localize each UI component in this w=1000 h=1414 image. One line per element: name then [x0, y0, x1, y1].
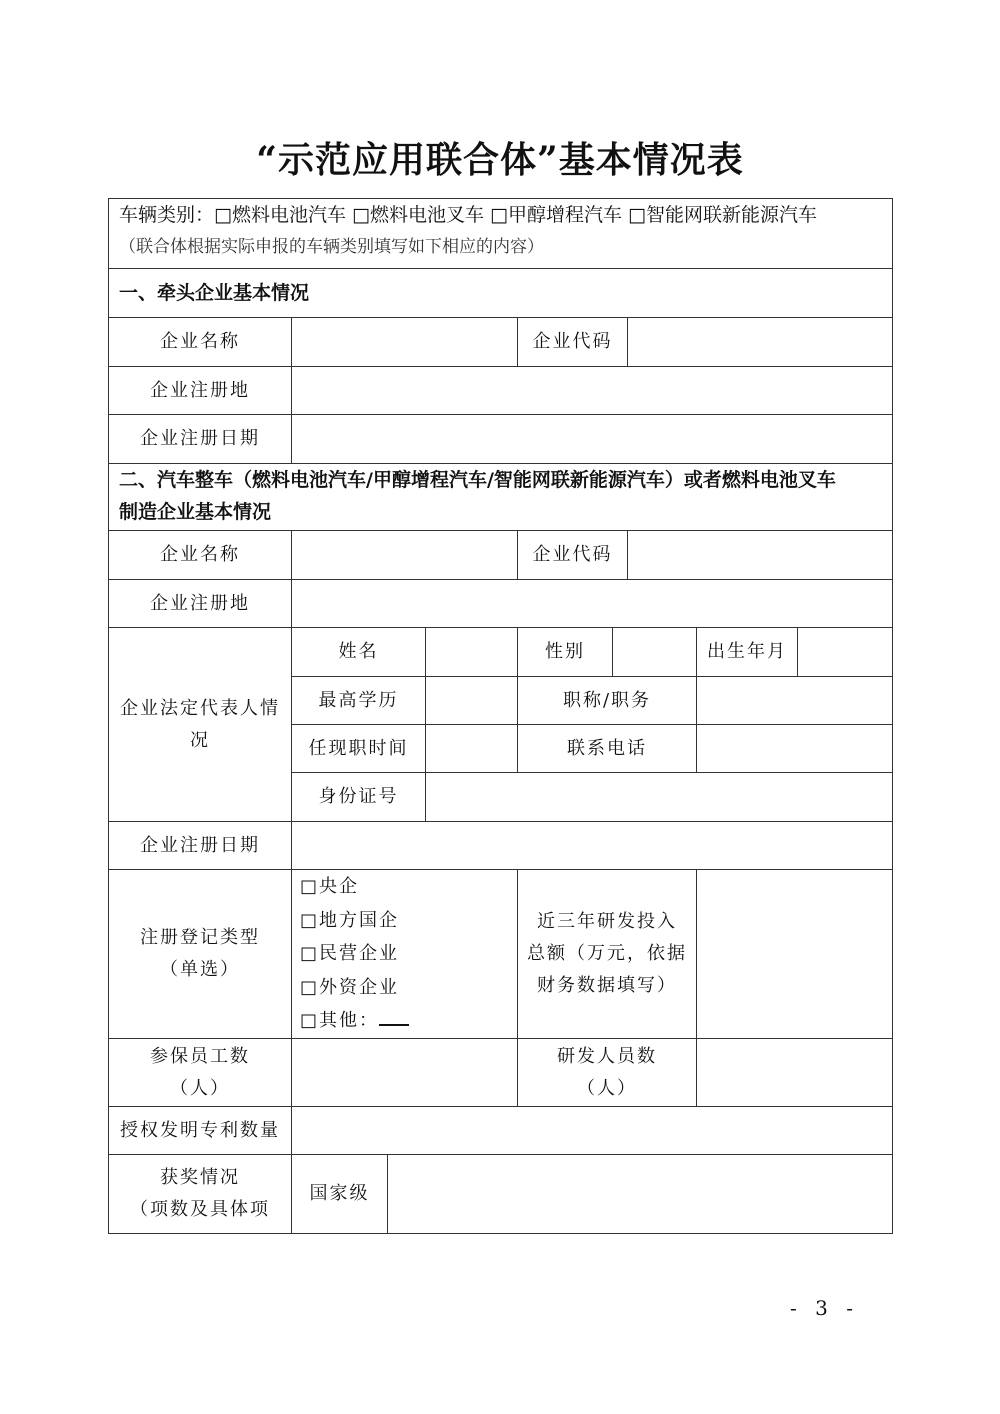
option-methanol-car[interactable]: □甲醇增程汽车: [490, 204, 622, 226]
awards-line1: 获奖情况: [160, 1167, 240, 1188]
rd-invest-line1: 近三年研发投入: [537, 911, 677, 932]
rep-tenure-field[interactable]: [425, 724, 518, 773]
rep-education-field[interactable]: [425, 676, 518, 725]
reg-type-label: [108, 869, 292, 1039]
s1-regplace-label: 企业注册地: [108, 366, 292, 415]
legal-rep-label-line2: 况: [190, 729, 210, 751]
employees-label: [108, 1038, 292, 1107]
option-fuel-cell-forklift[interactable]: □燃料电池叉车: [352, 204, 484, 226]
vehicle-category-label: 车辆类别：: [119, 204, 215, 226]
option-other[interactable]: [300, 1004, 409, 1038]
option-smart-nev[interactable]: □智能网联新能源汽车: [628, 204, 817, 226]
s1-code-field[interactable]: [627, 317, 893, 367]
awards-line2: （项数及具体项: [130, 1199, 270, 1220]
reg-type-label-line1: 注册登记类型: [140, 927, 260, 948]
employees-line1: 参保员工数: [150, 1045, 250, 1067]
rd-staff-line2: （人）: [577, 1077, 637, 1099]
section2-heading: [108, 463, 893, 531]
section2-heading-line1: 二、汽车整车（燃料电池汽车/甲醇增程汽车/智能网联新能源汽车）或者燃料电池叉车: [119, 469, 836, 491]
rep-birth-field[interactable]: [797, 627, 893, 677]
rd-invest-line2: 总额（万元，依据: [527, 943, 687, 964]
option-private[interactable]: □民营企业: [300, 943, 400, 965]
awards-label: [108, 1154, 292, 1234]
awards-national-label: 国家级: [291, 1154, 388, 1234]
rd-staff-line1: 研发人员数: [557, 1045, 657, 1067]
s2-regdate-label: 企业注册日期: [108, 821, 292, 870]
page-number: - 3 -: [790, 1296, 859, 1320]
rep-birth-label: 出生年月: [696, 627, 798, 677]
option-fuel-cell-car[interactable]: □燃料电池汽车: [214, 204, 346, 226]
s2-code-field[interactable]: [627, 530, 893, 580]
rep-title-label: 职称/职务: [517, 676, 697, 725]
rd-invest-line3: 财务数据填写）: [537, 975, 677, 996]
employees-field[interactable]: [291, 1038, 518, 1107]
vehicle-category-note: （联合体根据实际申报的车辆类别填写如下相应的内容）: [119, 237, 544, 257]
vehicle-category-row: [108, 198, 893, 269]
s1-regplace-field[interactable]: [291, 366, 893, 415]
s1-name-label: 企业名称: [108, 317, 292, 367]
reg-type-options: [291, 869, 518, 1039]
section2-heading-line2: 制造企业基本情况: [119, 501, 272, 523]
reg-type-label-line2: （单选）: [160, 959, 240, 980]
rep-tenure-label: 任现职时间: [291, 724, 426, 773]
rep-name-field[interactable]: [425, 627, 518, 677]
s1-regdate-label: 企业注册日期: [108, 414, 292, 464]
vehicle-category-line: [119, 199, 817, 231]
rd-invest-field[interactable]: [696, 869, 893, 1039]
rep-name-label: 姓名: [291, 627, 426, 677]
option-central-soe[interactable]: □央企: [300, 876, 360, 898]
patents-field[interactable]: [291, 1106, 893, 1155]
rep-gender-label: 性别: [517, 627, 613, 677]
s2-regdate-field[interactable]: [291, 821, 893, 870]
employees-line2: （人）: [170, 1077, 230, 1099]
rd-staff-field[interactable]: [696, 1038, 893, 1107]
rep-phone-label: 联系电话: [517, 724, 697, 773]
legal-rep-label-line1: 企业法定代表人情: [120, 697, 280, 719]
page-title: “示范应用联合体”基本情况表: [256, 139, 744, 181]
s1-regdate-field[interactable]: [291, 414, 893, 464]
s2-regplace-field[interactable]: [291, 579, 893, 628]
s2-name-field[interactable]: [291, 530, 518, 580]
s2-name-label: 企业名称: [108, 530, 292, 580]
rep-title-field[interactable]: [696, 676, 893, 725]
legal-rep-label: [108, 627, 292, 822]
section1-heading: 一、牵头企业基本情况: [108, 268, 893, 318]
s1-code-label: 企业代码: [517, 317, 628, 367]
rep-id-field[interactable]: [425, 772, 893, 822]
s2-code-label: 企业代码: [517, 530, 628, 580]
other-blank[interactable]: [379, 1010, 409, 1026]
rep-phone-field[interactable]: [696, 724, 893, 773]
s1-name-field[interactable]: [291, 317, 518, 367]
rep-education-label: 最高学历: [291, 676, 426, 725]
s2-regplace-label: 企业注册地: [108, 579, 292, 628]
rep-id-label: 身份证号: [291, 772, 426, 822]
rd-invest-label: [517, 869, 697, 1039]
option-local-soe[interactable]: □地方国企: [300, 909, 400, 931]
awards-national-field[interactable]: [387, 1154, 893, 1234]
option-foreign[interactable]: □外资企业: [300, 976, 400, 998]
option-other-label: □其他：: [300, 1010, 380, 1032]
rep-gender-field[interactable]: [612, 627, 697, 677]
patents-label: 授权发明专利数量: [108, 1106, 292, 1155]
rd-staff-label: [517, 1038, 697, 1107]
